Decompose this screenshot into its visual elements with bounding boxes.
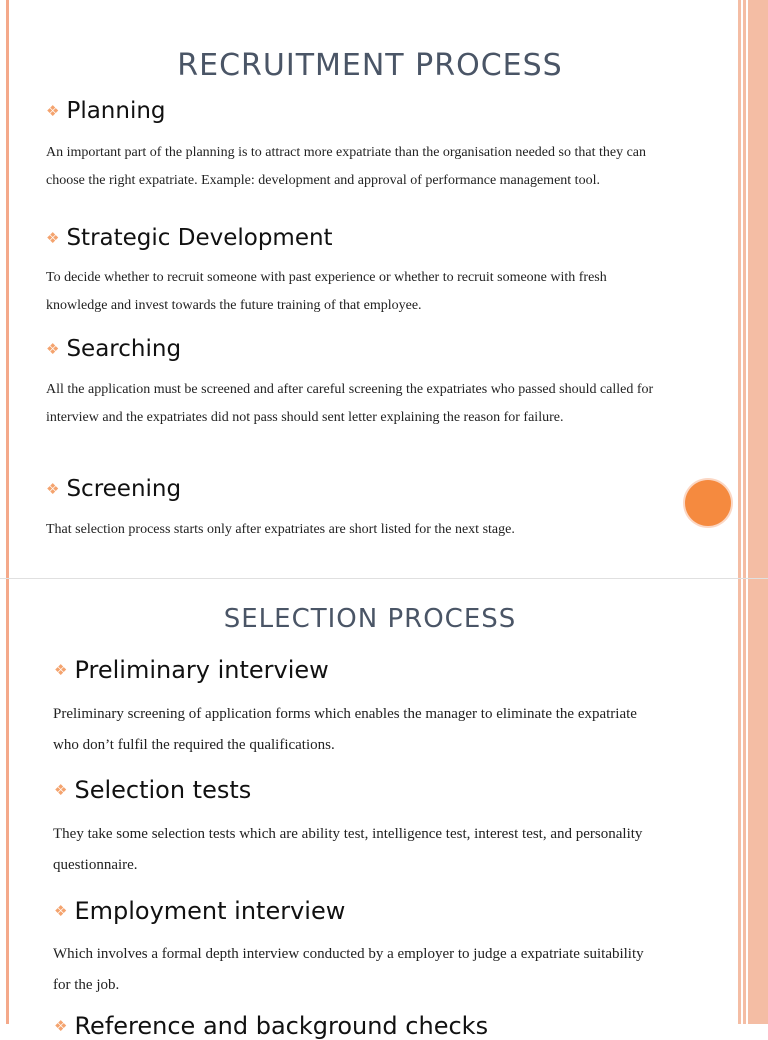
paragraph-planning: An important part of the planning is to attract more expatriate than the organisation needed so that they can choose the right expatriate. Example: development and approval of performance management tool.	[46, 145, 646, 188]
diamond-bullet-icon: ❖	[54, 1017, 68, 1035]
heading-screening	[46, 476, 181, 502]
heading-employment-interview	[54, 897, 345, 925]
paragraph-searching: All the application must be screened and after careful screening the expatriates who passed should called for interview and the expatriates did not pass should sent letter explaining the reason for failure.	[46, 382, 654, 425]
heading-preliminary-interview	[54, 656, 329, 684]
diamond-bullet-icon: ❖	[46, 480, 60, 498]
paragraph-preliminary-interview: Preliminary screening of application forms which enables the manager to eliminate the expatriate who don’t fulfil the required the qualifications.	[53, 706, 637, 753]
heading-label: Strategic Development	[66, 225, 333, 251]
paragraph-selection-tests: They take some selection tests which are ability test, intelligence test, interest test, and personality questionnaire.	[53, 826, 643, 873]
orange-circle-decoration	[685, 480, 731, 526]
left-accent-rule	[6, 0, 9, 1024]
heading-searching	[46, 336, 181, 362]
heading-selection-tests	[54, 776, 251, 804]
slide-title-recruitment: RECRUITMENT PROCESS	[177, 48, 563, 83]
paragraph-screening: That selection process starts only after expatriates are short listed for the next stage.	[46, 522, 515, 537]
paragraph-strategic-development: To decide whether to recruit someone with past experience or whether to recruit someone with fresh knowledge and invest towards the future training of that employee.	[46, 270, 607, 313]
heading-label: Employment interview	[74, 897, 346, 925]
diamond-bullet-icon: ❖	[54, 902, 68, 920]
diamond-bullet-icon: ❖	[46, 340, 60, 358]
slide-title-selection: SELECTION PROCESS	[223, 604, 517, 634]
heading-label: Preliminary interview	[74, 656, 329, 684]
heading-label: Reference and background checks	[74, 1012, 489, 1040]
heading-strategic-development	[46, 225, 333, 251]
heading-reference-checks	[54, 1012, 488, 1040]
diamond-bullet-icon: ❖	[54, 781, 68, 799]
paragraph-employment-interview: Which involves a formal depth interview conducted by a employer to judge a expatriate suitability for the job.	[53, 946, 644, 993]
heading-planning	[46, 98, 166, 124]
heading-label: Searching	[66, 336, 182, 362]
diamond-bullet-icon: ❖	[46, 102, 60, 120]
right-stripe-decoration	[738, 0, 768, 1024]
heading-label: Screening	[66, 476, 182, 502]
slide-divider	[0, 578, 768, 579]
diamond-bullet-icon: ❖	[54, 661, 68, 679]
heading-label: Planning	[66, 98, 166, 124]
diamond-bullet-icon: ❖	[46, 229, 60, 247]
heading-label: Selection tests	[74, 776, 252, 804]
